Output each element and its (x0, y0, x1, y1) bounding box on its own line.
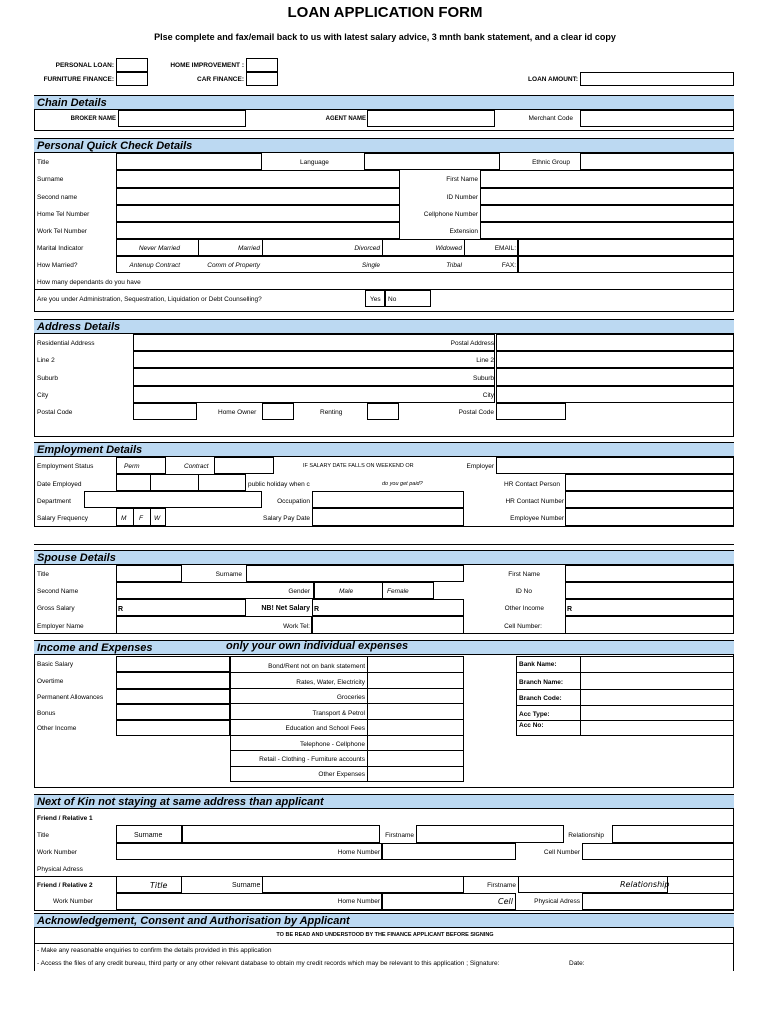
agent-name-field[interactable] (367, 110, 495, 127)
ethnic-group-field[interactable] (580, 153, 734, 170)
comm-property-option[interactable]: Comm of Property (207, 262, 260, 269)
administration-question: Are you under Administration, Sequestration, Liquidation or Debt Counselling? (37, 296, 262, 303)
kin2-surname-field[interactable] (262, 876, 464, 893)
groceries-label: Groceries (336, 694, 365, 701)
postal-code-field[interactable] (133, 403, 197, 420)
frequency-m[interactable]: M (121, 515, 127, 522)
home-owner-box[interactable] (262, 403, 294, 420)
hr-contact-number-field[interactable] (565, 491, 734, 508)
postal-address-label: Postal Address (450, 340, 494, 347)
spouse-first-name-label: First Name (508, 571, 540, 578)
spouse-surname-label: Surname (215, 571, 242, 578)
gross-r: R (118, 606, 124, 613)
cellphone-field[interactable] (480, 205, 734, 222)
kin2-title-label: Title (150, 881, 168, 890)
employer-label: Employer (466, 463, 494, 470)
income-other-field[interactable] (116, 720, 230, 736)
occupation-label: Occupation (277, 498, 310, 505)
kin2-home-field[interactable] (382, 893, 516, 910)
perm-option[interactable]: Perm (124, 463, 140, 470)
employer-name-label: Employer Name (37, 623, 84, 630)
car-finance-label: CAR FINANCE: (197, 76, 244, 83)
how-married-label: How Married? (37, 262, 78, 269)
salary-frequency-label: Salary Frequency (37, 515, 88, 522)
hr-contact-person-label: HR Contact Person (504, 481, 560, 488)
overtime-label: Overtime (37, 678, 64, 685)
id-number-field[interactable] (480, 188, 734, 205)
spouse-id-field[interactable] (565, 582, 734, 599)
postal-code-b-label: Postal Code (458, 409, 494, 416)
email-field[interactable] (518, 239, 734, 256)
kin2-surname-label: Surname (232, 882, 261, 889)
gender-label: Gender (288, 588, 310, 595)
employers-address-field[interactable] (34, 526, 734, 545)
rates-label: Rates, Water, Electricity (296, 679, 365, 686)
work-tel-field[interactable] (116, 222, 400, 239)
gender-female[interactable]: Female (387, 588, 409, 595)
first-name-field[interactable] (480, 170, 734, 188)
retail-label: Retail - Clothing - Furniture accounts (259, 756, 365, 763)
kin2-title-field[interactable] (116, 876, 182, 893)
paid-question: do you get paid? (382, 481, 423, 487)
contract-box[interactable] (214, 457, 274, 474)
bonus-field[interactable] (116, 704, 230, 720)
ack-line1: - Make any reasonable enquiries to confirm the details provided in this application (37, 947, 272, 954)
salary-pay-date-field[interactable] (312, 508, 464, 526)
date-employed-field[interactable] (116, 474, 246, 491)
antenup-option[interactable]: Antenup Contract (129, 262, 180, 269)
car-finance-field[interactable] (246, 72, 278, 86)
divorced-option[interactable]: Divorced (354, 245, 380, 252)
employee-number-label: Employee Number (510, 515, 564, 522)
other-income-label: Other Income (504, 605, 544, 612)
employer-field[interactable] (496, 457, 734, 474)
date-employed-label: Date Employed (37, 481, 82, 488)
language-label: Language (300, 159, 329, 166)
kin2-work-label: Work Number (53, 898, 93, 905)
bonus-label: Bonus (37, 710, 56, 717)
suburb-label: Suburb (37, 375, 58, 382)
merchant-code-label: Merchant Code (528, 115, 573, 122)
home-improvement-field[interactable] (246, 58, 278, 72)
marital-label: Marital Indicator (37, 245, 84, 252)
postal-suburb-label: Suburb (473, 375, 494, 382)
home-tel-label: Home Tel Number (37, 211, 90, 218)
relative2-label: Friend / Relative 2 (37, 882, 93, 889)
title-field[interactable] (116, 153, 262, 170)
branch-code-label: Branch Code: (519, 695, 562, 702)
postal-address-field[interactable] (496, 334, 734, 351)
home-tel-field[interactable] (116, 205, 400, 222)
telephone-label: Telephone - Cellphone (299, 741, 365, 748)
postal-code-label: Postal Code (37, 409, 73, 416)
cellphone-label: Cellphone Number (423, 211, 478, 218)
extension-field[interactable] (480, 222, 734, 239)
spouse-title-field[interactable] (116, 565, 182, 582)
married-option[interactable]: Married (237, 245, 260, 252)
kin-cell-label: Cell Number (543, 849, 580, 856)
kin-surname-label: Surname (134, 832, 163, 839)
spouse-work-tel-label: Work Tel: (283, 623, 310, 630)
furniture-finance-field[interactable] (116, 72, 148, 86)
basic-salary-label: Basic Salary (37, 661, 74, 668)
agent-name-label: AGENT NAME (325, 116, 366, 122)
personal-header: Personal Quick Check Details (34, 138, 734, 153)
title-label: Title (37, 159, 50, 166)
spouse-work-tel-field[interactable] (312, 616, 464, 634)
kin2-firstname-label: Firstname (487, 882, 516, 889)
allowances-field[interactable] (116, 689, 230, 704)
admin-no-label: No (388, 296, 397, 303)
kin2-physical-field[interactable] (582, 893, 734, 910)
fax-label: FAX: (501, 262, 516, 269)
income-subheader: only your own individual expenses (226, 640, 409, 652)
ack-line2: - Access the files of any credit bureau, third party or any other relevant database to obtain my credit records which may be relevant to this application ; Signature: (37, 960, 500, 967)
gender-box (314, 582, 434, 599)
ack-date-label[interactable]: Date: (569, 960, 585, 967)
employment-header: Employment Details (34, 442, 734, 457)
city-label: City (37, 392, 49, 399)
work-tel-label: Work Tel Number (37, 228, 87, 235)
kin-physical-label: Physical Adress (37, 866, 83, 873)
spouse-id-label: ID No (515, 588, 532, 595)
single-option[interactable]: Single (361, 262, 380, 269)
kin2-home-label: Home Number (337, 898, 380, 905)
overtime-field[interactable] (116, 672, 230, 689)
spouse-second-name-label: Second Name (37, 588, 79, 595)
home-improvement-label: HOME IMPROVEMENT : (170, 62, 244, 69)
residential-address-label: Residential Address (37, 340, 95, 347)
gender-male[interactable]: Male (339, 588, 354, 595)
spouse-header: Spouse Details (34, 550, 734, 565)
relative1-label: Friend / Relative 1 (37, 815, 93, 822)
second-name-field[interactable] (116, 188, 400, 205)
kin-relationship-label: Relationship (568, 832, 604, 839)
postal-line2-label: Line 2 (476, 357, 494, 364)
email-label: EMAIL: (494, 245, 516, 252)
gross-salary-label: Gross Salary (37, 605, 75, 612)
other-income-field[interactable] (565, 599, 734, 616)
kin-cell-field[interactable] (582, 843, 734, 860)
basic-salary-field[interactable] (116, 656, 230, 672)
other-expenses-label: Other Expenses (318, 771, 365, 778)
kin-title-label: Title (37, 832, 50, 839)
hr-contact-number-label: HR Contact Number (505, 498, 564, 505)
contract-option[interactable]: Contract (184, 463, 209, 470)
postal-line2-field[interactable] (496, 351, 734, 368)
broker-name-field[interactable] (118, 110, 246, 127)
spouse-cell-field[interactable] (565, 616, 734, 634)
bond-rent-label: Bond/Rent not on bank statement (268, 663, 365, 670)
acc-no-label: Acc No: (519, 722, 544, 729)
ethnic-group-label: Ethnic Group (532, 159, 570, 166)
allowances-label: Permanent Allowances (37, 694, 104, 701)
spouse-title-label: Title (37, 571, 50, 578)
form-subtitle: Plse complete and fax/email back to us with latest salary advice, 3 mnth bank statement, and a clear id copy (154, 32, 616, 42)
widowed-option[interactable]: Widowed (435, 245, 462, 252)
postal-code-b-field[interactable] (496, 403, 566, 420)
transport-label: Transport & Petrol (312, 710, 365, 717)
home-owner-option[interactable]: Home Owner (218, 409, 257, 416)
kin2-physical-label: Physical Adress (534, 898, 580, 905)
spouse-surname-field[interactable] (246, 565, 464, 582)
acc-type-label: Acc Type: (519, 711, 550, 718)
kin-surname-field[interactable] (182, 825, 380, 843)
ack-read-note: TO BE READ AND UNDERSTOOD BY THE FINANCE APPLICANT BEFORE SIGNING (276, 932, 494, 938)
spouse-first-name-field[interactable] (565, 565, 734, 582)
merchant-code-field[interactable] (580, 110, 734, 127)
employment-status-label: Employment Status (37, 463, 94, 470)
kin2-relationship-label: Relationship (620, 880, 670, 889)
department-label: Department (37, 498, 71, 505)
spouse-cell-label: Cell Number: (504, 623, 542, 630)
holiday-note: public holiday when c (248, 481, 310, 488)
education-label: Education and School Fees (285, 725, 365, 732)
net-salary-field[interactable] (312, 599, 464, 616)
dependants-label: How many dependants do you have (37, 279, 141, 286)
form-title: LOAN APPLICATION FORM (287, 4, 483, 21)
gross-salary-field[interactable] (116, 599, 246, 616)
net-salary-label: NB! Net Salary (261, 605, 310, 612)
personal-loan-field[interactable] (116, 58, 148, 72)
salary-pay-date-label: Salary Pay Date (263, 515, 310, 522)
postal-city-label: City (482, 392, 494, 399)
ack-header: Acknowledgement, Consent and Authorisation by Applicant (34, 913, 734, 928)
income-header: Income and Expenses (34, 640, 734, 655)
surname-field[interactable] (116, 170, 400, 188)
renting-box[interactable] (367, 403, 399, 420)
kin-home-label: Home Number (337, 849, 380, 856)
bank-name-label: Bank Name: (519, 661, 557, 668)
id-number-label: ID Number (446, 194, 478, 201)
branch-name-label: Branch Name: (519, 679, 564, 686)
furniture-finance-label: FURNITURE FINANCE: (43, 76, 114, 83)
never-married-option[interactable]: Never Married (138, 245, 180, 252)
occupation-field[interactable] (312, 491, 464, 508)
kin-firstname-field[interactable] (416, 825, 564, 843)
frequency-f[interactable]: F (139, 515, 143, 522)
kin-firstname-label: Firstname (385, 832, 414, 839)
kin-header: Next of Kin not staying at same address than applicant (34, 794, 734, 809)
postal-city-field[interactable] (496, 386, 734, 403)
extension-label: Extension (449, 228, 478, 235)
broker-name-label: BROKER NAME (70, 116, 116, 122)
employee-number-field[interactable] (565, 508, 734, 526)
net-r: R (314, 606, 320, 613)
fax-field[interactable] (518, 256, 734, 273)
income-other-label: Other Income (37, 725, 77, 732)
surname-label: Surname (37, 176, 64, 183)
weekend-note: IF SALARY DATE FALLS ON WEEKEND OR (303, 463, 414, 469)
postal-suburb-field[interactable] (496, 368, 734, 386)
second-name-label: Second name (37, 194, 78, 201)
tribal-option[interactable]: Tribal (446, 262, 462, 269)
chain-header: Chain Details (34, 95, 734, 110)
kin-home-field[interactable] (382, 843, 516, 860)
admin-yes-label: Yes (370, 296, 381, 303)
kin2-cell-label: Cell (498, 897, 513, 906)
frequency-w[interactable]: W (154, 515, 161, 522)
other-r: R (567, 606, 573, 613)
loan-amount-label: LOAN AMOUNT: (528, 76, 578, 83)
hr-contact-person-field[interactable] (565, 474, 734, 491)
first-name-label: First Name (446, 176, 478, 183)
renting-option[interactable]: Renting (320, 409, 343, 416)
line2-label: Line 2 (37, 357, 55, 364)
address-header: Address Details (34, 319, 734, 334)
language-field[interactable] (364, 153, 500, 170)
loan-amount-field[interactable] (580, 72, 734, 86)
personal-loan-label: PERSONAL LOAN: (55, 62, 114, 69)
kin-work-label: Work Number (37, 849, 77, 856)
department-field[interactable] (84, 491, 262, 508)
kin-relationship-field[interactable] (612, 825, 734, 843)
